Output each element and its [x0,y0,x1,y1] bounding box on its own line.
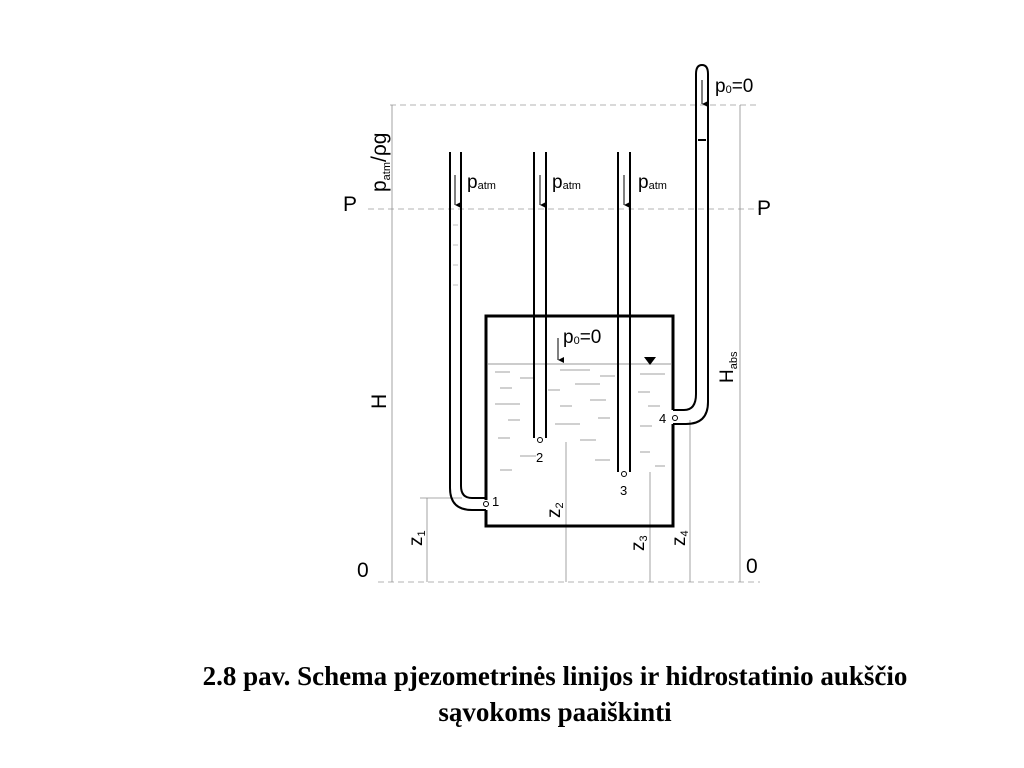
water-ripples [495,370,665,470]
piezometer-1-ticks [453,225,458,285]
head-H-abs-label: $H_{abs}$ [717,351,740,383]
z2-label: z2 [544,502,566,518]
piezometer-1-tube [450,152,486,510]
piezometer-3-pressure-label: patm [638,172,667,193]
plane-P-left-label: P [343,193,358,216]
point-1-label: 1 [492,494,500,509]
point-2-marker [538,438,543,443]
piezometer-2-pressure-label: patm [552,172,581,193]
figure-caption [100,658,1010,730]
z4-label: z4 [669,530,691,546]
point-1-marker [484,502,489,507]
head-H-label: H [368,393,391,409]
point-4-marker [673,416,678,421]
datum-0-left-label: 0 [357,559,369,582]
caption-line-2: sąvokoms paaiškinti [438,697,672,727]
point-3-label: 3 [620,483,628,498]
z3-label: z3 [628,535,650,551]
z1-label: z1 [406,530,428,546]
point-3-marker [622,472,627,477]
point-4-label: 4 [659,411,667,426]
datum-0-right-label: 0 [746,555,758,578]
p-atm-over-rho-g-label: patm/ρg [368,132,393,192]
caption-line-1: 2.8 pav. Schema pjezometrinės linijos ir hidrostatinio aukščio [202,661,908,691]
point-2-label: 2 [536,450,544,465]
surface-pressure-label: p0=0 [563,327,602,348]
vacuum-tube [673,65,708,424]
vacuum-tube-pressure-label: p0=0 [715,76,754,97]
piezometer-1-pressure-label: patm [467,172,496,193]
plane-P-right-label: P [757,197,772,220]
